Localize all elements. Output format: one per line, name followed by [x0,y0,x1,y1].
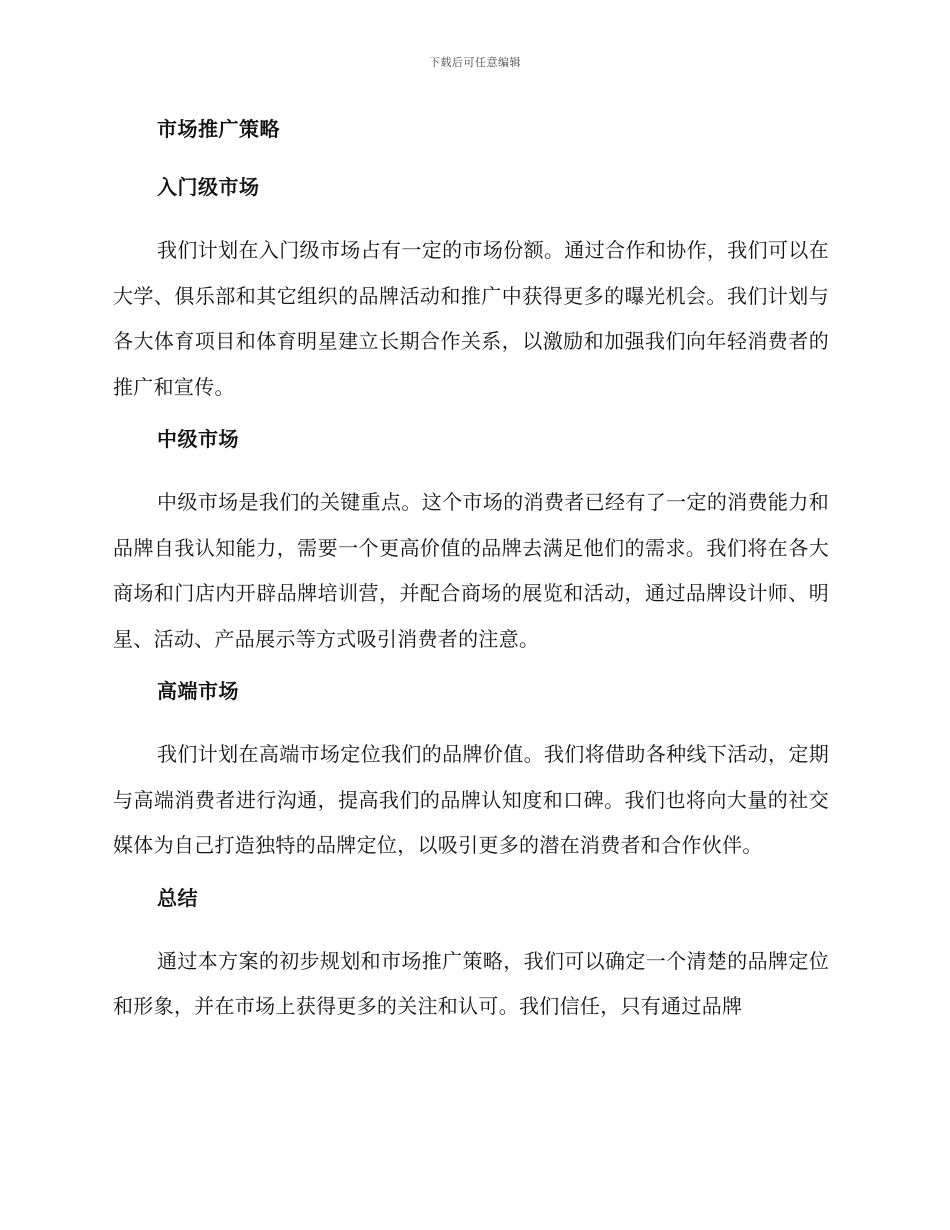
section-heading-mid-market: 中级市场 [157,427,239,451]
section-heading-high-end-market: 高端市场 [157,679,239,703]
section-paragraph-mid-market: 中级市场是我们的关键重点。这个市场的消费者已经有了一定的消费能力和品牌自我认知能力，需要一个更高价值的品牌去满足他们的需求。我们将在各大商场和门店内开辟品牌培训营，并配合商场的展览和活动，通过品牌设计师、明星、活动、产品展示等方式吸引消费者的注意。 [113,490,829,651]
section-heading-entry-market: 入门级市场 [157,175,260,199]
document-body [113,112,829,1030]
section-paragraph-entry-market: 我们计划在入门级市场占有一定的市场份额。通过合作和协作，我们可以在大学、俱乐部和其它组织的品牌活动和推广中获得更多的曝光机会。我们计划与各大体育项目和体育明星建立长期合作关系，以激励和加强我们向年轻消费者的推广和宣传。 [113,238,829,399]
section-heading-summary: 总结 [157,885,198,910]
page-header-note: 下载后可任意编辑 [429,56,521,69]
main-title: 市场推广策略 [157,117,280,141]
section-paragraph-summary: 通过本方案的初步规划和市场推广策略，我们可以确定一个清楚的品牌定位和形象，并在市场上获得更多的关注和认可。我们信任，只有通过品牌 [113,948,829,1018]
section-paragraph-high-end-market: 我们计划在高端市场定位我们的品牌价值。我们将借助各种线下活动，定期与高端消费者进行沟通，提高我们的品牌认知度和口碑。我们也将向大量的社交媒体为自己打造独特的品牌定位，以吸引更多的潜在消费者和合作伙伴。 [113,742,829,857]
